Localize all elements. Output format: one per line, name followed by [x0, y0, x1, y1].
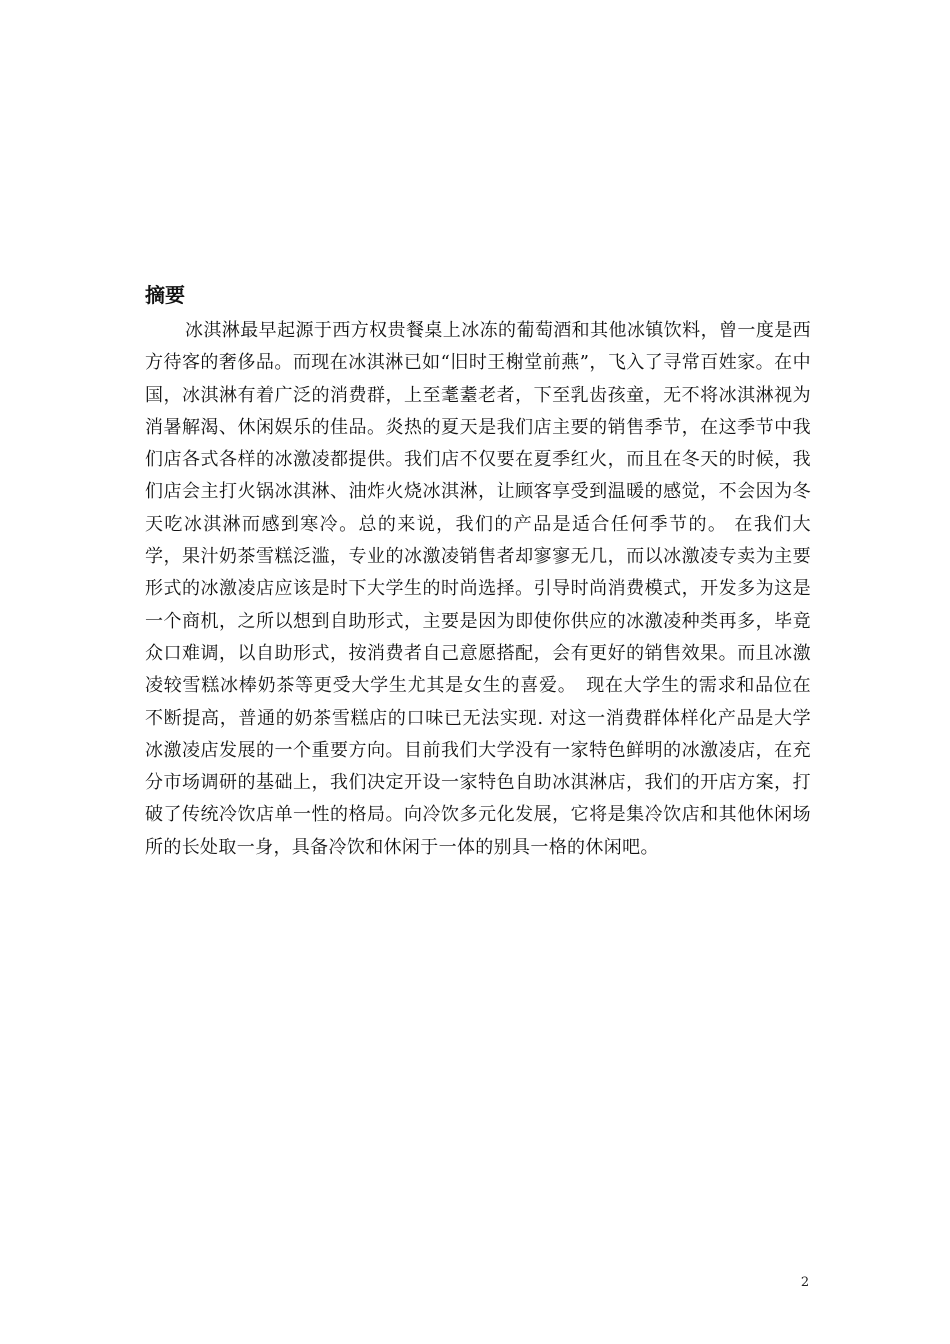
page-number: 2 [800, 1275, 810, 1290]
section-heading: 摘要 [145, 283, 185, 307]
abstract-paragraph: 冰淇淋最早起源于西方权贵餐桌上冰冻的葡萄酒和其他冰镇饮料，曾一度是西方待客的奢侈品。而现在冰淇淋已如“旧时王榭堂前燕”，飞入了寻常百姓家。在中国，冰淇淋有着广泛的消费群，上至耄耋老者，下至乳齿孩童，无不将冰淇淋视为消暑解渴、休闲娱乐的佳品。炎热的夏天是我们店主要的销售季节，在这季节中我们店各式各样的冰激凌都提供。我们店不仅要在夏季红火，而且在冬天的时候，我们店会主打火锅冰淇淋、油炸火烧冰淇淋，让顾客享受到温暖的感觉，不会因为冬天吃冰淇淋而感到寒冷。总的来说，我们的产品是适合任何季节的。 在我们大学，果汁奶茶雪糕泛滥，专业的冰激凌销售者却寥寥无几，而以冰激凌专卖为主要形式的冰激凌店应该是时下大学生的时尚选择。引导时尚消费模式，开发多为这是一个商机，之所以想到自助形式，主要是因为即使你供应的冰激凌种类再多，毕竟众口难调，以自助形式，按消费者自己意愿搭配，会有更好的销售效果。而且冰激凌较雪糕冰棒奶茶等更受大学生尤其是女生的喜爱。 现在大学生的需求和品位在不断提高，普通的奶茶雪糕店的口味已无法实现. 对这一消费群体样化产品是大学冰激凌店发展的一个重要方向。目前我们大学没有一家特色鲜明的冰激凌店，在充分市场调研的基础上，我们决定开设一家特色自助冰淇淋店，我们的开店方案，打破了传统冷饮店单一性的格局。向冷饮多元化发展，它将是集冷饮店和其他休闲场所的长处取一身，具备冷饮和休闲于一体的别具一格的休闲吧。 [145, 320, 811, 858]
